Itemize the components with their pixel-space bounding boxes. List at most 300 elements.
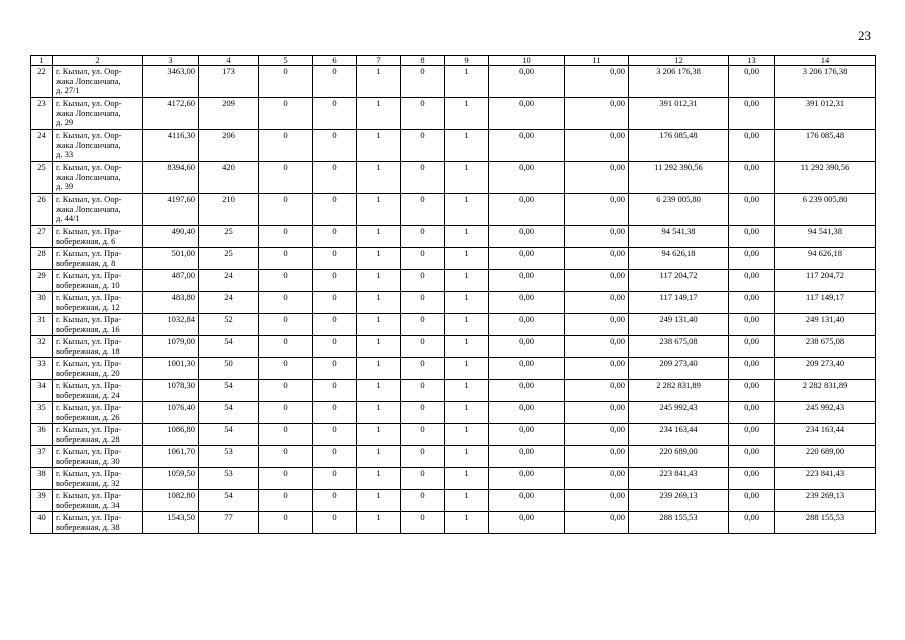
value-cell: 0,00 <box>489 130 565 162</box>
value-cell: 1 <box>445 66 489 98</box>
value-cell: 50 <box>199 358 259 380</box>
value-cell: 0,00 <box>729 292 775 314</box>
value-cell: 117 149,17 <box>775 292 876 314</box>
value-cell: 1 <box>357 424 401 446</box>
value-cell: 0,00 <box>729 194 775 226</box>
value-cell: 94 626,18 <box>775 248 876 270</box>
value-cell: 54 <box>199 336 259 358</box>
row-number-cell: 37 <box>31 446 53 468</box>
value-cell: 1 <box>357 270 401 292</box>
address-cell: г. Кызыл, ул. Пра- вобережная, д. 18 <box>53 336 143 358</box>
value-cell: 0,00 <box>489 314 565 336</box>
value-cell: 1 <box>445 490 489 512</box>
value-cell: 0,00 <box>565 402 629 424</box>
value-cell: 0,00 <box>489 380 565 402</box>
value-cell: 238 675,08 <box>629 336 729 358</box>
value-cell: 77 <box>199 512 259 534</box>
row-number-cell: 25 <box>31 162 53 194</box>
value-cell: 0,00 <box>565 248 629 270</box>
value-cell: 0,00 <box>729 512 775 534</box>
value-cell: 0 <box>401 336 445 358</box>
value-cell: 0 <box>313 424 357 446</box>
address-cell: г. Кызыл, ул. Пра- вобережная, д. 20 <box>53 358 143 380</box>
value-cell: 483,80 <box>143 292 199 314</box>
column-number: 6 <box>313 56 357 66</box>
row-number-cell: 28 <box>31 248 53 270</box>
value-cell: 0,00 <box>489 446 565 468</box>
value-cell: 0 <box>313 66 357 98</box>
value-cell: 209 273,40 <box>629 358 729 380</box>
table-row <box>31 380 876 402</box>
value-cell: 0 <box>313 512 357 534</box>
value-cell: 223 841,43 <box>629 468 729 490</box>
value-cell: 0,00 <box>489 490 565 512</box>
value-cell: 94 626,18 <box>629 248 729 270</box>
table-row <box>31 336 876 358</box>
value-cell: 25 <box>199 248 259 270</box>
value-cell: 0,00 <box>729 130 775 162</box>
table-row <box>31 162 876 194</box>
value-cell: 0,00 <box>565 424 629 446</box>
value-cell: 0 <box>313 468 357 490</box>
value-cell: 0,00 <box>729 358 775 380</box>
row-number-cell: 29 <box>31 270 53 292</box>
row-number-cell: 35 <box>31 402 53 424</box>
value-cell: 0 <box>401 314 445 336</box>
value-cell: 1 <box>357 314 401 336</box>
value-cell: 501,00 <box>143 248 199 270</box>
value-cell: 1 <box>445 402 489 424</box>
address-cell: г. Кызыл, ул. Пра- вобережная, д. 8 <box>53 248 143 270</box>
value-cell: 53 <box>199 446 259 468</box>
value-cell: 0 <box>259 314 313 336</box>
value-cell: 0,00 <box>489 336 565 358</box>
column-number: 2 <box>53 56 143 66</box>
value-cell: 0 <box>401 468 445 490</box>
value-cell: 1 <box>445 162 489 194</box>
address-cell: г. Кызыл, ул. Пра- вобережная, д. 38 <box>53 512 143 534</box>
value-cell: 0,00 <box>489 162 565 194</box>
value-cell: 391 012,31 <box>629 98 729 130</box>
value-cell: 117 204,72 <box>775 270 876 292</box>
value-cell: 0,00 <box>565 490 629 512</box>
table-row <box>31 468 876 490</box>
row-number-cell: 36 <box>31 424 53 446</box>
value-cell: 1 <box>445 194 489 226</box>
value-cell: 0,00 <box>729 314 775 336</box>
value-cell: 0,00 <box>729 66 775 98</box>
value-cell: 0 <box>313 358 357 380</box>
table-row <box>31 194 876 226</box>
table-row <box>31 446 876 468</box>
value-cell: 0,00 <box>729 380 775 402</box>
value-cell: 420 <box>199 162 259 194</box>
address-cell: г. Кызыл, ул. Пра- вобережная, д. 28 <box>53 424 143 446</box>
value-cell: 1 <box>445 130 489 162</box>
value-cell: 0 <box>401 512 445 534</box>
value-cell: 0,00 <box>729 402 775 424</box>
value-cell: 0,00 <box>729 424 775 446</box>
column-number-row <box>31 56 876 66</box>
value-cell: 0,00 <box>565 66 629 98</box>
column-number: 9 <box>445 56 489 66</box>
value-cell: 288 155,53 <box>775 512 876 534</box>
row-number-cell: 22 <box>31 66 53 98</box>
value-cell: 1 <box>357 66 401 98</box>
value-cell: 1 <box>357 402 401 424</box>
value-cell: 0 <box>259 130 313 162</box>
value-cell: 0 <box>259 490 313 512</box>
table-row <box>31 314 876 336</box>
value-cell: 209 273,40 <box>775 358 876 380</box>
value-cell: 94 541,38 <box>775 226 876 248</box>
value-cell: 0,00 <box>729 270 775 292</box>
value-cell: 0 <box>401 380 445 402</box>
table-row <box>31 358 876 380</box>
value-cell: 0 <box>401 248 445 270</box>
value-cell: 11 292 390,56 <box>629 162 729 194</box>
value-cell: 0 <box>313 130 357 162</box>
value-cell: 220 689,00 <box>629 446 729 468</box>
value-cell: 0 <box>259 292 313 314</box>
column-number: 11 <box>565 56 629 66</box>
value-cell: 0 <box>313 226 357 248</box>
page-number: 23 <box>858 28 871 43</box>
value-cell: 0 <box>313 490 357 512</box>
value-cell: 0 <box>313 380 357 402</box>
value-cell: 0 <box>259 66 313 98</box>
value-cell: 1061,70 <box>143 446 199 468</box>
value-cell: 0,00 <box>729 490 775 512</box>
column-number: 3 <box>143 56 199 66</box>
value-cell: 173 <box>199 66 259 98</box>
value-cell: 0,00 <box>565 446 629 468</box>
row-number-cell: 33 <box>31 358 53 380</box>
value-cell: 223 841,43 <box>775 468 876 490</box>
value-cell: 176 085,48 <box>629 130 729 162</box>
value-cell: 0,00 <box>489 248 565 270</box>
value-cell: 245 992,43 <box>629 402 729 424</box>
value-cell: 53 <box>199 468 259 490</box>
value-cell: 54 <box>199 490 259 512</box>
value-cell: 0 <box>401 402 445 424</box>
address-cell: г. Кызыл, ул. Пра- вобережная, д. 16 <box>53 314 143 336</box>
value-cell: 0,00 <box>565 270 629 292</box>
value-cell: 0,00 <box>565 292 629 314</box>
value-cell: 249 131,40 <box>629 314 729 336</box>
value-cell: 1059,50 <box>143 468 199 490</box>
value-cell: 1 <box>357 446 401 468</box>
table-row <box>31 292 876 314</box>
value-cell: 0 <box>259 194 313 226</box>
address-cell: г. Кызыл, ул. Оор- жака Лопсанчапа, д. 39 <box>53 162 143 194</box>
value-cell: 0 <box>313 162 357 194</box>
value-cell: 1 <box>445 446 489 468</box>
row-number-cell: 27 <box>31 226 53 248</box>
address-cell: г. Кызыл, ул. Пра- вобережная, д. 26 <box>53 402 143 424</box>
value-cell: 24 <box>199 270 259 292</box>
table-row <box>31 402 876 424</box>
column-number: 7 <box>357 56 401 66</box>
value-cell: 0,00 <box>729 248 775 270</box>
value-cell: 1 <box>357 98 401 130</box>
value-cell: 0 <box>401 446 445 468</box>
column-number: 14 <box>775 56 876 66</box>
table-row <box>31 270 876 292</box>
value-cell: 245 992,43 <box>775 402 876 424</box>
value-cell: 0 <box>259 446 313 468</box>
value-cell: 1032,84 <box>143 314 199 336</box>
value-cell: 0,00 <box>565 162 629 194</box>
column-number: 10 <box>489 56 565 66</box>
value-cell: 234 163,44 <box>775 424 876 446</box>
value-cell: 234 163,44 <box>629 424 729 446</box>
row-number-cell: 24 <box>31 130 53 162</box>
column-number: 5 <box>259 56 313 66</box>
value-cell: 0 <box>313 314 357 336</box>
value-cell: 1 <box>357 248 401 270</box>
value-cell: 4197,60 <box>143 194 199 226</box>
value-cell: 1 <box>445 358 489 380</box>
value-cell: 0 <box>259 512 313 534</box>
row-number-cell: 34 <box>31 380 53 402</box>
value-cell: 54 <box>199 424 259 446</box>
value-cell: 4172,60 <box>143 98 199 130</box>
value-cell: 220 689,00 <box>775 446 876 468</box>
column-number: 1 <box>31 56 53 66</box>
value-cell: 117 149,17 <box>629 292 729 314</box>
value-cell: 0,00 <box>565 130 629 162</box>
value-cell: 24 <box>199 292 259 314</box>
value-cell: 4116,30 <box>143 130 199 162</box>
value-cell: 52 <box>199 314 259 336</box>
value-cell: 1082,80 <box>143 490 199 512</box>
address-cell: г. Кызыл, ул. Пра- вобережная, д. 6 <box>53 226 143 248</box>
value-cell: 0,00 <box>729 98 775 130</box>
value-cell: 490,40 <box>143 226 199 248</box>
value-cell: 239 269,13 <box>775 490 876 512</box>
value-cell: 0,00 <box>729 162 775 194</box>
value-cell: 239 269,13 <box>629 490 729 512</box>
row-number-cell: 31 <box>31 314 53 336</box>
value-cell: 1076,40 <box>143 402 199 424</box>
value-cell: 117 204,72 <box>629 270 729 292</box>
table-row <box>31 98 876 130</box>
value-cell: 2 282 831,89 <box>629 380 729 402</box>
value-cell: 1 <box>357 358 401 380</box>
value-cell: 288 155,53 <box>629 512 729 534</box>
value-cell: 3463,00 <box>143 66 199 98</box>
value-cell: 1 <box>357 490 401 512</box>
table-row <box>31 226 876 248</box>
value-cell: 0,00 <box>565 226 629 248</box>
value-cell: 0 <box>259 248 313 270</box>
value-cell: 0 <box>401 98 445 130</box>
value-cell: 0,00 <box>565 512 629 534</box>
value-cell: 0,00 <box>489 66 565 98</box>
value-cell: 1078,30 <box>143 380 199 402</box>
value-cell: 0 <box>401 270 445 292</box>
value-cell: 206 <box>199 130 259 162</box>
value-cell: 0 <box>401 66 445 98</box>
value-cell: 1 <box>357 336 401 358</box>
value-cell: 0,00 <box>729 226 775 248</box>
row-number-cell: 23 <box>31 98 53 130</box>
value-cell: 0 <box>313 270 357 292</box>
column-number: 12 <box>629 56 729 66</box>
value-cell: 0,00 <box>489 98 565 130</box>
value-cell: 1 <box>445 270 489 292</box>
address-cell: г. Кызыл, ул. Оор- жака Лопсанчапа, д. 44/1 <box>53 194 143 226</box>
value-cell: 210 <box>199 194 259 226</box>
value-cell: 0,00 <box>565 358 629 380</box>
value-cell: 0 <box>313 98 357 130</box>
value-cell: 6 239 005,80 <box>775 194 876 226</box>
table-row <box>31 512 876 534</box>
address-cell: г. Кызыл, ул. Пра- вобережная, д. 10 <box>53 270 143 292</box>
value-cell: 1079,00 <box>143 336 199 358</box>
value-cell: 0,00 <box>489 194 565 226</box>
value-cell: 6 239 005,80 <box>629 194 729 226</box>
address-cell: г. Кызыл, ул. Пра- вобережная, д. 32 <box>53 468 143 490</box>
table-row <box>31 66 876 98</box>
row-number-cell: 40 <box>31 512 53 534</box>
value-cell: 0,00 <box>489 226 565 248</box>
value-cell: 0 <box>259 336 313 358</box>
value-cell: 3 206 176,38 <box>629 66 729 98</box>
value-cell: 0 <box>313 194 357 226</box>
value-cell: 1 <box>357 292 401 314</box>
value-cell: 0 <box>401 292 445 314</box>
address-cell: г. Кызыл, ул. Оор- жака Лопсанчапа, д. 27/1 <box>53 66 143 98</box>
value-cell: 0 <box>259 402 313 424</box>
value-cell: 0 <box>313 248 357 270</box>
value-cell: 209 <box>199 98 259 130</box>
table-row <box>31 130 876 162</box>
column-number: 8 <box>401 56 445 66</box>
value-cell: 11 292 390,56 <box>775 162 876 194</box>
row-number-cell: 38 <box>31 468 53 490</box>
value-cell: 0,00 <box>489 402 565 424</box>
value-cell: 94 541,38 <box>629 226 729 248</box>
value-cell: 1 <box>445 292 489 314</box>
value-cell: 0,00 <box>489 270 565 292</box>
address-cell: г. Кызыл, ул. Оор- жака Лопсанчапа, д. 33 <box>53 130 143 162</box>
value-cell: 0,00 <box>565 314 629 336</box>
value-cell: 0,00 <box>729 446 775 468</box>
value-cell: 0 <box>401 226 445 248</box>
value-cell: 1 <box>445 248 489 270</box>
value-cell: 1086,80 <box>143 424 199 446</box>
row-number-cell: 39 <box>31 490 53 512</box>
value-cell: 0,00 <box>489 292 565 314</box>
value-cell: 0 <box>401 162 445 194</box>
address-cell: г. Кызыл, ул. Пра- вобережная, д. 12 <box>53 292 143 314</box>
value-cell: 391 012,31 <box>775 98 876 130</box>
value-cell: 0 <box>313 336 357 358</box>
value-cell: 0 <box>313 402 357 424</box>
value-cell: 1 <box>357 512 401 534</box>
value-cell: 0,00 <box>729 468 775 490</box>
value-cell: 0,00 <box>565 468 629 490</box>
value-cell: 249 131,40 <box>775 314 876 336</box>
value-cell: 0 <box>259 358 313 380</box>
column-number: 13 <box>729 56 775 66</box>
value-cell: 1 <box>445 424 489 446</box>
value-cell: 0 <box>259 468 313 490</box>
value-cell: 0,00 <box>565 194 629 226</box>
value-cell: 1 <box>357 380 401 402</box>
value-cell: 0 <box>259 226 313 248</box>
value-cell: 1 <box>357 194 401 226</box>
table-row <box>31 248 876 270</box>
value-cell: 0,00 <box>565 380 629 402</box>
value-cell: 1 <box>445 226 489 248</box>
row-number-cell: 32 <box>31 336 53 358</box>
column-number: 4 <box>199 56 259 66</box>
value-cell: 238 675,08 <box>775 336 876 358</box>
value-cell: 0,00 <box>489 358 565 380</box>
table-row <box>31 424 876 446</box>
value-cell: 0 <box>401 424 445 446</box>
value-cell: 0 <box>259 270 313 292</box>
value-cell: 0 <box>259 98 313 130</box>
value-cell: 0 <box>401 194 445 226</box>
value-cell: 0 <box>259 424 313 446</box>
address-cell: г. Кызыл, ул. Пра- вобережная, д. 24 <box>53 380 143 402</box>
value-cell: 1 <box>357 468 401 490</box>
value-cell: 1 <box>445 380 489 402</box>
value-cell: 0 <box>401 130 445 162</box>
row-number-cell: 30 <box>31 292 53 314</box>
address-cell: г. Кызыл, ул. Пра- вобережная, д. 30 <box>53 446 143 468</box>
value-cell: 1 <box>445 468 489 490</box>
value-cell: 3 206 176,38 <box>775 66 876 98</box>
value-cell: 0 <box>259 162 313 194</box>
value-cell: 1543,50 <box>143 512 199 534</box>
value-cell: 0 <box>401 358 445 380</box>
address-cell: г. Кызыл, ул. Пра- вобережная, д. 34 <box>53 490 143 512</box>
value-cell: 25 <box>199 226 259 248</box>
table-row <box>31 490 876 512</box>
value-cell: 0,00 <box>565 98 629 130</box>
value-cell: 54 <box>199 380 259 402</box>
value-cell: 1 <box>445 98 489 130</box>
value-cell: 0,00 <box>489 424 565 446</box>
value-cell: 0,00 <box>729 336 775 358</box>
value-cell: 0 <box>401 490 445 512</box>
value-cell: 8394,60 <box>143 162 199 194</box>
value-cell: 1 <box>357 226 401 248</box>
value-cell: 0,00 <box>565 336 629 358</box>
row-number-cell: 26 <box>31 194 53 226</box>
value-cell: 1 <box>445 314 489 336</box>
value-cell: 1 <box>445 512 489 534</box>
value-cell: 2 282 831,89 <box>775 380 876 402</box>
value-cell: 0 <box>313 292 357 314</box>
data-table <box>30 55 876 534</box>
value-cell: 1 <box>357 162 401 194</box>
value-cell: 487,00 <box>143 270 199 292</box>
value-cell: 1 <box>445 336 489 358</box>
value-cell: 0,00 <box>489 468 565 490</box>
value-cell: 0,00 <box>489 512 565 534</box>
value-cell: 54 <box>199 402 259 424</box>
value-cell: 1001,30 <box>143 358 199 380</box>
address-cell: г. Кызыл, ул. Оор- жака Лопсанчапа, д. 29 <box>53 98 143 130</box>
value-cell: 176 085,48 <box>775 130 876 162</box>
value-cell: 1 <box>357 130 401 162</box>
